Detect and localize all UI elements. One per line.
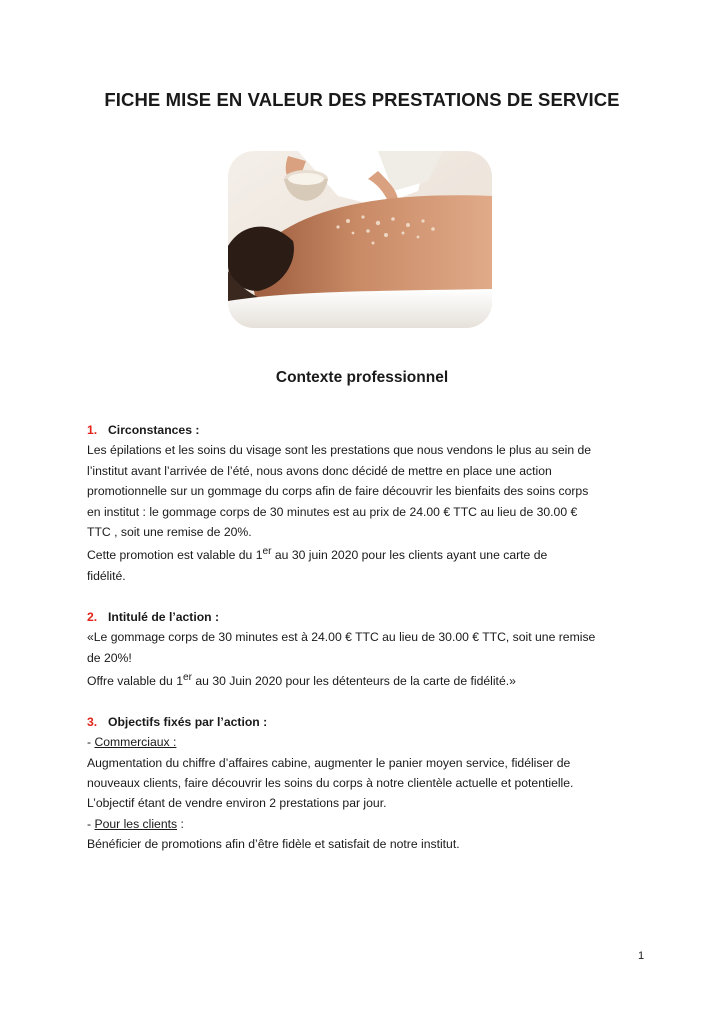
spa-body-scrub-illustration: [228, 151, 492, 328]
item-title: Objectifs fixés par l’action :: [108, 714, 268, 729]
paragraph-line: Les épilations et les soins du visage sont les prestations que nous vendons le plus au sein de: [87, 443, 592, 458]
paragraph-line: Augmentation du chiffre d’affaires cabine, augmenter le panier moyen service, fidéliser de: [87, 755, 571, 770]
sub-heading-commercial: [87, 732, 647, 752]
item-heading: [87, 607, 647, 627]
paragraph-line: TTC , soit une remise de 20%.: [87, 525, 252, 540]
superscript: er: [182, 671, 193, 683]
underlined-label: Pour les clients: [94, 816, 178, 831]
paragraph-line: nouveaux clients, faire découvrir les soins du corps à notre clientèle actuelle et potentielle.: [87, 776, 574, 790]
item-heading: [87, 712, 647, 732]
text-run: Cette promotion est valable du 1: [87, 548, 263, 563]
paragraph-line: Bénéficier de promotions afin d’être fidèle et satisfait de notre institut.: [87, 837, 460, 852]
page-title: FICHE MISE EN VALEUR DES PRESTATIONS DE SERVICE: [104, 89, 620, 110]
text-run: au 30 juin 2020 pour les clients ayant une carte de: [271, 548, 548, 563]
item-number: 2.: [87, 609, 98, 624]
item-number: 1.: [87, 423, 98, 437]
text-run: :: [177, 816, 184, 831]
sub-heading-clients: [87, 814, 647, 834]
superscript: er: [262, 546, 272, 558]
item-title: Intitulé de l’action :: [108, 609, 220, 624]
paragraph-line: l’institut avant l’arrivée de l’été, nous avons donc décidé de mettre en place une action: [87, 463, 552, 478]
paragraph-line: de 20%!: [87, 650, 132, 665]
underlined-label: Commerciaux :: [94, 735, 177, 750]
section-heading: Contexte professionnel: [275, 369, 449, 386]
text-run: -: [87, 816, 95, 831]
text-run: au 30 Juin 2020 pour les détenteurs de la carte de fidélité.»: [192, 673, 516, 688]
paragraph-line: L’objectif étant de vendre environ 2 prestations par jour.: [87, 796, 387, 811]
item-title: Circonstances :: [108, 423, 200, 437]
spa-massage-photo: [228, 151, 492, 328]
page-number: 1: [638, 950, 645, 962]
text-run: -: [87, 735, 95, 750]
item-heading: [87, 420, 647, 440]
paragraph-line: [87, 542, 647, 565]
paragraph-line: [87, 668, 647, 691]
paragraph-line: en institut : le gommage corps de 30 minutes est au prix de 24.00 € TTC au lieu de 30.00 €: [87, 504, 578, 519]
paragraph-line: fidélité.: [87, 568, 126, 583]
paragraph-line: «Le gommage corps de 30 minutes est à 24.00 € TTC au lieu de 30.00 € TTC, soit une remise: [87, 630, 596, 645]
paragraph-line: promotionnelle sur un gommage du corps afin de faire découvrir les bienfaits des soins corps: [87, 484, 589, 499]
text-run: Offre valable du 1: [87, 673, 183, 688]
document-body: [87, 420, 647, 855]
item-number: 3.: [87, 714, 98, 729]
